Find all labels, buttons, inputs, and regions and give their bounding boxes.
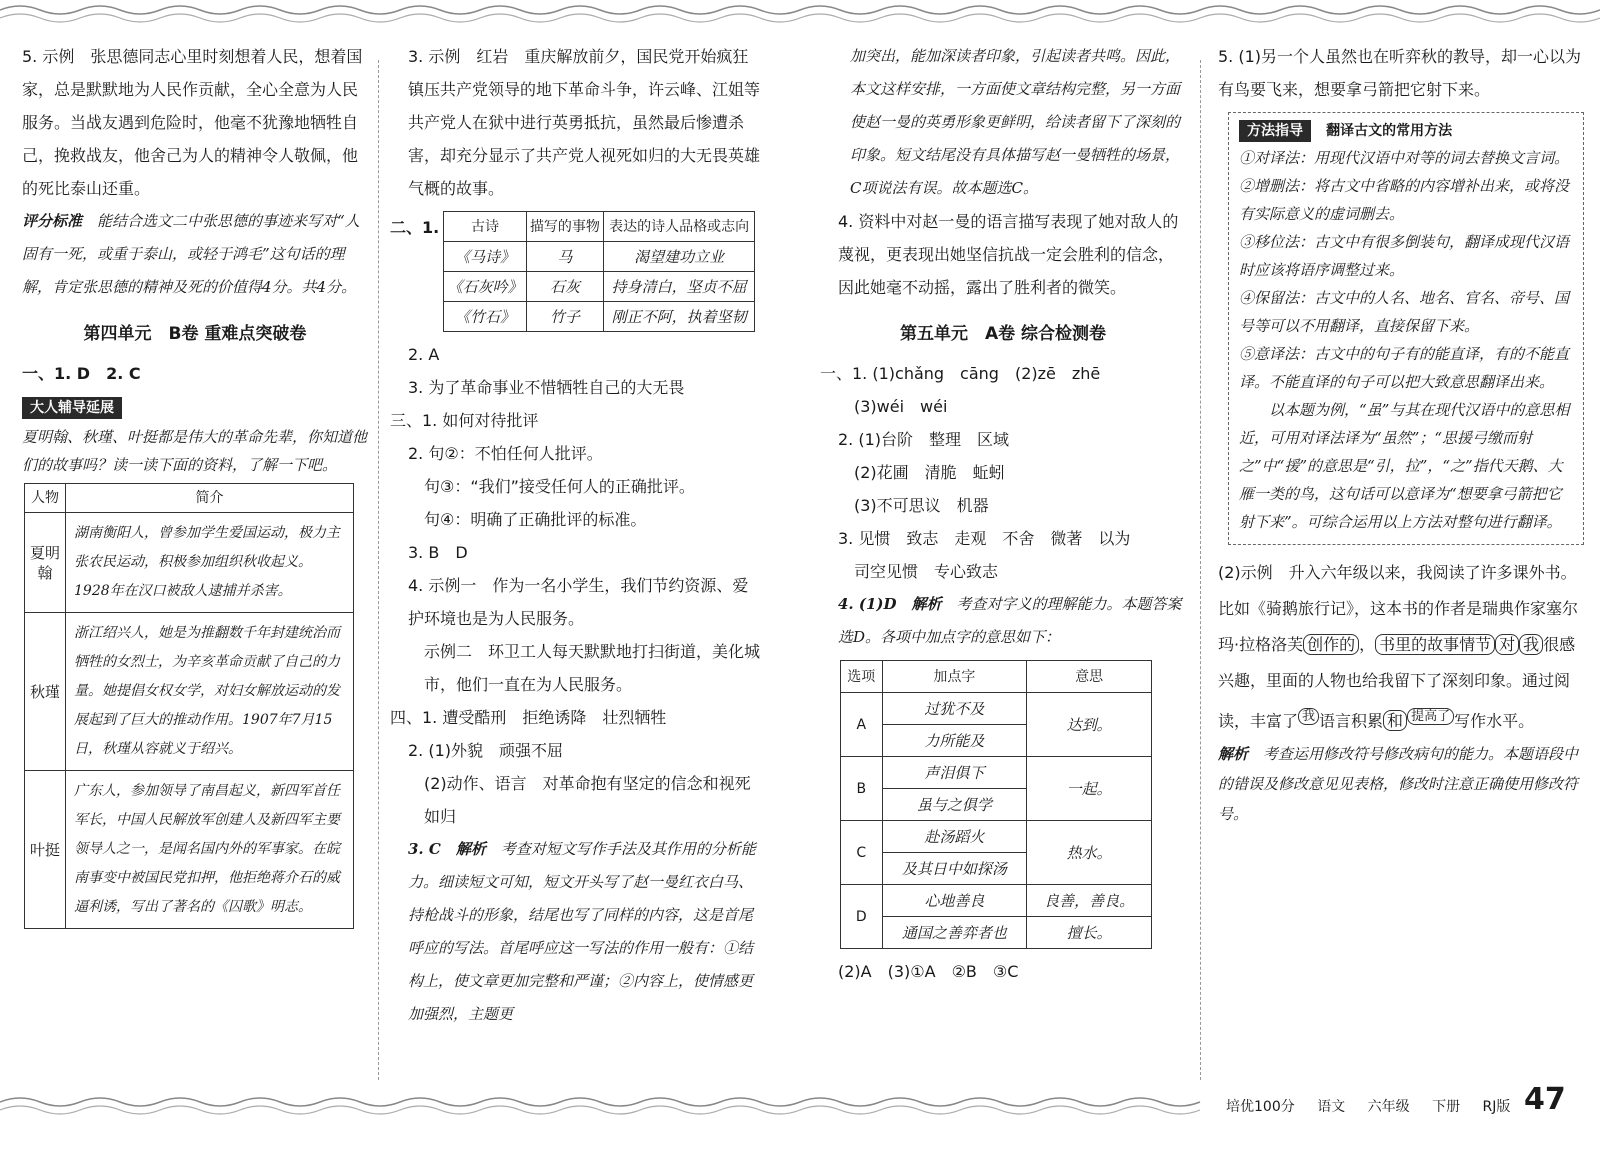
answer-a3a: 3. 见惯 致志 走观 不舍 微著 以为 [838,529,1131,548]
list-item: ①对译法：用现代汉语中对等的词去替换文言词。 [1239,149,1570,167]
part2-q1 [390,211,760,332]
table-header-row [841,661,1152,693]
answer-p2-3: 3. 为了革命事业不惜牺牲自己的大无畏 [408,378,685,397]
hero-intro: 浙江绍兴人，她是为推翻数千年封建统治而牺牲的女烈士，为辛亥革命贡献了自己的力量。她提倡女权女学，对妇女解放运动的发展起到了巨大的推动作用。1907年7月15日，秋瑾从容就义于绍兴。 [66,613,354,771]
poem-table [443,211,755,332]
scoring-criteria [22,205,368,304]
method-example: 以本题为例，“虽”与其在现代汉语中的意思相近，可用对译法译为“虽然”；“思援弓缴而射之”中“援”的意思是“引，拉”，“之”指代天鹅、大雁一类的鸟，这句话可以意译为“想要拿弓箭把它射下来”。可综合运用以上方法对整句进行翻译。 [1239,401,1570,531]
answer-p4-1: 四、1. 遭受酷刑 拒绝诱降 壮烈牺牲 [390,708,667,727]
table-header: 人物 [25,484,66,513]
list-item: ④保留法：古文中的人名、地名、官名、帝号、国号等可以不用翻译，直接保留下来。 [1239,289,1570,335]
column-1 [22,40,368,929]
correction-mark: 书里的故事情节 [1375,634,1495,655]
option-cell: D [841,885,883,949]
answer-a1b: (3)wéi wéi [854,397,948,416]
answer-q3-hongyan: 3. 示例 红岩 重庆解放前夕，国民党开始疯狂镇压共产党领导的地下革命斗争，许云峰、江姐等共产党人在狱中进行英勇抵抗，虽然最后惨遭杀害，却充分显示了共产党人视死如归的大无畏英雄气概的故事。 [408,47,761,198]
answer-p4-2a: 2. (1)外貌 顽强不屈 [408,741,564,760]
answer-a4-head: 4. (1)D 解析 [838,595,942,613]
table-header: 简介 [66,484,354,513]
list-item: ③移位法：古文中有很多倒装句，翻译成现代汉语时应该将语序调整过来。 [1239,233,1570,279]
answer-a2b: (2)花圃 清脆 蚯蚓 [854,463,1005,482]
word-cell: 力所能及 [882,725,1027,757]
analysis-text: 考查运用修改符号修改病句的能力。本题语段中的错误及修改意见见表格，修改时注意正确使用修改符号。 [1218,745,1579,824]
hero-name: 夏明翰 [25,513,66,613]
table-row [841,821,1152,853]
answer-a1a: 一、1. (1)chǎng cāng (2)zē zhē [820,364,1101,383]
meaning-cell: 一起。 [1027,757,1152,821]
answer-part1: 一、1. D 2. C [22,364,141,383]
word-cell: 赴汤蹈火 [882,821,1027,853]
table-row [841,757,1152,789]
page-number: 47 [1524,1082,1566,1117]
table-row [25,613,354,771]
hero-intro: 湖南衡阳人，曾参加学生爱国运动，极力主张农民运动，积极参加组织秋收起义。1928年在汉口被敌人逮捕并杀害。 [66,513,354,613]
insertion-mark: 我 [1298,708,1319,725]
answer-q5-essay: (2)示例 升入六年级以来，我阅读了许多课外书。比如《骑鹅旅行记》，这本书的作者是瑞典作家塞尔玛·拉格洛芙 创作的 ， 书里的故事情节 对 我 很感兴趣，里面的人物也给我留下了深刻印象。通过阅读，丰富了 $^我$ 语言积累 和 $^{提高了}$ 写作水平。 [1218,563,1579,731]
footer-grade: 六年级 [1367,1099,1410,1115]
answer-a2c: (3)不可思议 机器 [854,496,989,515]
meaning-cell: 达到。 [1027,693,1152,757]
table-cell: 《竹石》 [444,302,527,332]
word-meaning-table [840,660,1152,949]
footer-edition: RJ版 [1482,1099,1511,1115]
word-cell: 心地善良 [882,885,1027,917]
option-cell: C [841,821,883,885]
hero-intro: 广东人，参加领导了南昌起义，新四军首任军长，中国人民解放军创建人及新四军主要领导人之一，是闻名国内外的军事家。在皖南事变中被国民党扣押，他拒绝蒋介石的威逼利诱，写出了著名的《囚歌》明志。 [66,771,354,929]
table-cell: 马 [526,242,603,272]
table-row [25,513,354,613]
footer-subject: 语文 [1317,1099,1346,1115]
insertion-mark: 提高了 [1407,708,1454,725]
meaning-cell: 擅长。 [1027,917,1152,949]
method-header [1239,117,1573,144]
answer-p3-1: 三、1. 如何对待批评 [390,411,539,430]
option-cell: A [841,693,883,757]
answer-p4-3-text: 考查对短文写作手法及其作用的分析能力。细读短文可知，短文开头写了赵一曼红衣白马、持枪战斗的形象，结尾也写了同样的内容，这是首尾呼应的写法。首尾呼应这一写法的作用一般有：①结构上，使文章更加完整和严谨；②内容上，使情感更加强烈，主题更 [408,840,756,1023]
table-cell: 石灰 [526,272,603,302]
word-cell: 过犹不及 [882,693,1027,725]
analysis [1218,739,1584,829]
analysis-continued: 加突出，能加深读者印象，引起读者共鸣。因此，本文这样安排，一方面使文章结构完整，另一方面使赵一曼的英勇形象更鲜明，给读者留下了深刻的印象。短文结尾没有具体描写赵一曼牺牲的场景，C项说法有误。故本题选C。 [850,47,1181,197]
table-header: 意思 [1027,661,1152,693]
extension-intro: 夏明翰、秋瑾、叶挺都是伟大的革命先辈，你知道他们的故事吗？读一读下面的资料，了解一下吧。 [22,428,368,474]
table-cell: 渴望建功立业 [603,242,754,272]
table-row [444,302,755,332]
answer-a4-end: (2)A (3)①A ②B ③C [838,962,1019,981]
section-title-unit4: 第四单元 B卷 重难点突破卷 [83,324,307,344]
table-cell: 竹子 [526,302,603,332]
table-row [841,917,1152,949]
answer-q5: 5. 示例 张思德同志心里时刻想着人民，想着国家，总是默默地为人民作贡献，全心全意为人民服务。当战友遇到危险时，他毫不犹豫地牺牲自己，挽救战友，他舍己为人的精神令人敬佩，他的死比泰山还重。 [22,47,363,198]
answer-p3-4a: 4. 示例一 作为一名小学生，我们节约资源、爱护环境也是为人民服务。 [408,576,749,628]
scoring-text: 能结合选文二中张思德的事迹来写对“人固有一死，或重于泰山，或轻于鸿毛”这句话的理解，肯定张思德的精神及死的价值得4分。共4分。 [22,212,360,296]
heroes-table [24,483,354,929]
answer-p3-2b: 句③：“我们”接受任何人的正确批评。 [424,477,695,496]
analysis-head: 解析 [1218,745,1249,764]
table-header: 表达的诗人品格或志向 [603,212,754,242]
method-list [1239,144,1573,536]
answer-a3b: 司空见惯 专心致志 [854,562,999,581]
meaning-cell: 良善，善良。 [1027,885,1152,917]
answer-p3-4b: 示例二 环卫工人每天默默地打扫街道，美化城市，他们一直在为人民服务。 [424,642,761,694]
answer-p4-3-head: 3. C 解析 [408,840,486,858]
word-cell: 声泪俱下 [882,757,1027,789]
table-header: 选项 [841,661,883,693]
page-footer [1226,1096,1528,1116]
correction-mark: 创作的 [1303,634,1359,655]
method-title: 翻译古文的常用方法 [1326,123,1453,139]
column-divider [378,60,379,1080]
scoring-label: 评分标准 [22,212,83,230]
meaning-cell: 热水。 [1027,821,1152,885]
part2-label: 二、1. [390,218,440,237]
column-4 [1218,40,1584,829]
essay-text: (2)示例 升入六年级以来，我阅读了许多课外书。比如《骑鹅旅行记》，这本书的作者是瑞典作家塞尔玛·拉格洛芙 [1218,563,1579,654]
method-guide-box [1228,112,1584,545]
word-cell: 及其日中如探汤 [882,853,1027,885]
answer-a4 [820,588,1186,654]
table-cell: 《马诗》 [444,242,527,272]
method-tag: 方法指导 [1239,120,1311,142]
footer-brand: 培优100分 [1226,1099,1295,1115]
answer-a2a: 2. (1)台阶 整理 区域 [838,430,1010,449]
table-header-row [444,212,755,242]
answer-p2-2: 2. A [408,345,440,364]
correction-mark: 对 [1495,634,1519,655]
option-cell: B [841,757,883,821]
table-row [25,771,354,929]
extension-tag: 大人辅导延展 [22,397,122,419]
table-header-row [25,484,354,513]
correction-mark: 我 [1519,634,1543,655]
column-3 [820,40,1186,988]
top-wave-border [0,0,1600,32]
section-title-unit5: 第五单元 A卷 综合检测卷 [899,324,1107,344]
table-row [841,885,1152,917]
table-row [444,242,755,272]
answer-p4-2b: (2)动作、语言 对革命抱有坚定的信念和视死如归 [424,774,751,826]
answer-p3-3: 3. B D [408,543,468,562]
footer-volume: 下册 [1432,1099,1461,1115]
table-row [841,693,1152,725]
essay-text: 写作水平。 [1454,711,1535,731]
table-header: 加点字 [882,661,1027,693]
table-row [444,272,755,302]
essay-text: 很感兴趣，里面的人物也给我留下了深刻印象。通过阅读，丰富了 [1218,635,1576,731]
list-item: ②增删法：将古文中省略的内容增补出来，或将没有实际意义的虚词删去。 [1239,177,1570,223]
hero-name: 叶挺 [25,771,66,929]
table-header: 描写的事物 [526,212,603,242]
answer-a4-text: 考查对字义的理解能力。本题答案选D。各项中加点字的意思如下： [838,595,1182,646]
answer-p3-2c: 句④：明确了正确批评的标准。 [424,510,647,529]
column-divider [1200,60,1201,1080]
answer-q5-translation: 5. (1)另一个人虽然也在听弈秋的教导，却一心以为有鸟要飞来，想要拿弓箭把它射下来。 [1218,47,1582,99]
answer-p3-2a: 2. 句②：不怕任何人批评。 [408,444,603,463]
column-2 [390,40,760,1031]
word-cell: 通国之善弈者也 [882,917,1027,949]
table-header: 古诗 [444,212,527,242]
answer-q4: 4. 资料中对赵一曼的语言描写表现了她对敌人的蔑视，更表现出她坚信抗战一定会胜利的信念，因此她毫不动摇，露出了胜利者的微笑。 [838,212,1179,297]
answer-p4-3 [390,833,760,1031]
hero-name: 秋瑾 [25,613,66,771]
list-item: ⑤意译法：古文中的句子有的能直译，有的不能直译。不能直译的句子可以把大致意思翻译出来。 [1239,345,1570,391]
table-cell: 刚正不阿，执着坚韧 [603,302,754,332]
table-cell: 持身清白，坚贞不屈 [603,272,754,302]
table-cell: 《石灰吟》 [444,272,527,302]
word-cell: 虽与之俱学 [882,789,1027,821]
correction-mark: 和 [1383,710,1407,731]
essay-text: 语言积累 [1319,711,1384,731]
